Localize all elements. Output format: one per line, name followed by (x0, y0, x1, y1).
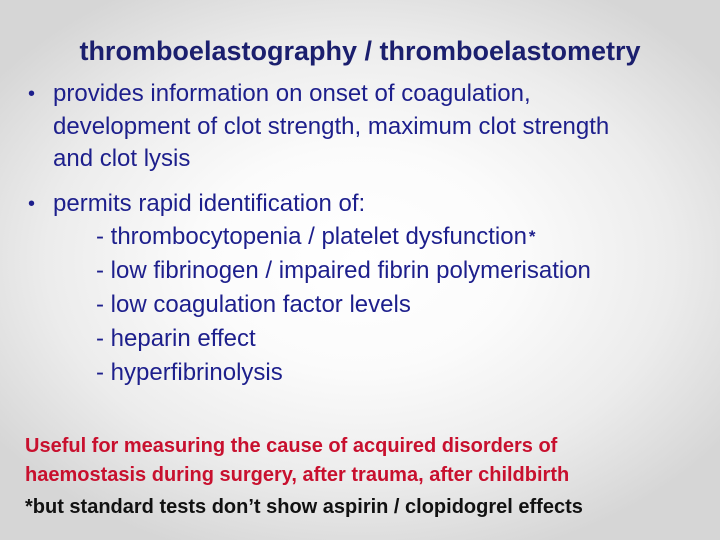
sub-item: - low coagulation factor levels (96, 291, 411, 318)
sub-item: - hyperfibrinolysis (96, 359, 283, 386)
bullet-text (53, 78, 713, 176)
footnote: *but standard tests don’t show aspirin / clopidogrel effects (25, 496, 583, 518)
note-line: Useful for measuring the cause of acquired disorders of (25, 435, 558, 457)
sub-item: - low fibrinogen / impaired fibrin polymerisation (96, 257, 591, 284)
bullet-text: permits rapid identification of: (53, 190, 366, 217)
slide-title: thromboelastography / thromboelastometry (79, 36, 641, 66)
note-line: haemostasis during surgery, after trauma, after childbirth (25, 464, 570, 486)
sub-item-text: - thrombocytopenia / platelet dysfunction (96, 223, 527, 250)
bullet-marker: • (28, 83, 36, 105)
bullet-marker: • (28, 193, 36, 215)
sub-item (96, 221, 536, 254)
footnote-marker: * (528, 227, 536, 246)
bullet-line: development of clot strength, maximum clot strength (53, 112, 610, 140)
bullet-line: provides information on onset of coagulation, (53, 80, 531, 107)
bullet-line: and clot lysis (53, 145, 191, 172)
sub-item: - heparin effect (96, 325, 256, 352)
